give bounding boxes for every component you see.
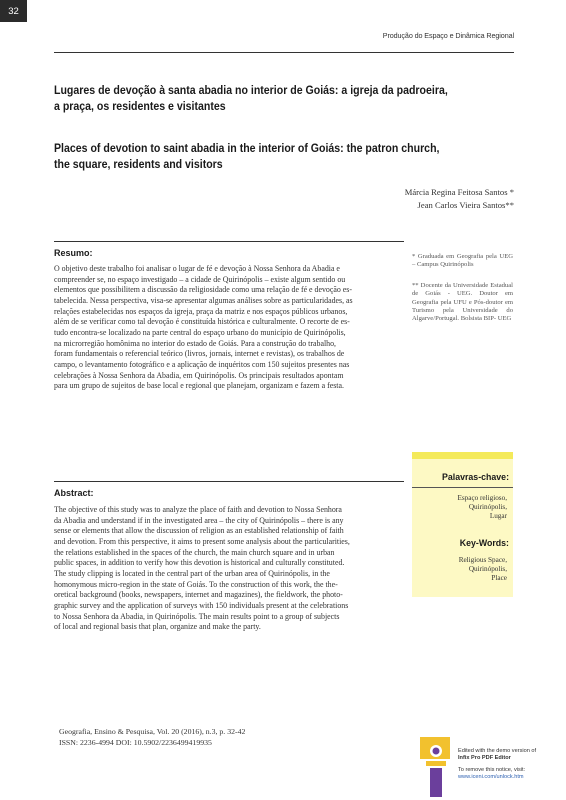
- keyword-item: Espaço religioso,: [457, 494, 507, 502]
- keywords-box: [412, 459, 513, 597]
- resumo-line: foram fundamentais o referencial teórico (livros, jornais, internet e revistas), os trabalhos de: [54, 349, 345, 359]
- citation-line-2: ISSN: 2236-4994 DOI: 10.5902/2236499419935: [59, 737, 212, 747]
- abstract-body: [54, 505, 404, 633]
- title-portuguese: [54, 83, 514, 114]
- abstract-line: oretical background (books, newspapers, internet and magazines), the fieldwork, the photo-: [54, 590, 343, 600]
- author-2: Jean Carlos Vieira Santos**: [417, 200, 514, 210]
- footnote-2: ** Docente da Universidade Estadual de Goiás - UEG. Doutor em Geografia pela UFU e Pós-doutor em Turismo pela Universidade do Algarve/Portugal. Bolsista BIP- UEG: [412, 281, 513, 323]
- resumo-line: celebrações à Nossa Senhora da Abadia, em Quirinópolis. Os principais resultados apontam: [54, 370, 344, 380]
- resumo-line: tabelecida. Nessa perspectiva, visa-se apresentar algumas análises sobre as particularidades, as: [54, 295, 353, 305]
- running-head: Produção do Espaço e Dinâmica Regional: [382, 31, 514, 40]
- keyword-item: Religious Space,: [458, 556, 507, 564]
- resumo-line: O objetivo deste trabalho foi analisar o lugar de fé e devoção à Nossa Senhora da Abadia e: [54, 264, 340, 273]
- abstract-line: and devotion. From this perspective, it aims to present some analysis about the particularities,: [54, 536, 350, 546]
- resumo-line: tudo encontra-se localizado na parte central do espaço urbano do município de Quirinópolis,: [54, 327, 346, 337]
- infix-logo-icon: [418, 737, 454, 800]
- resumo-line: elementos que possibilitem a discussão da religiosidade como uma relação de fé e devoção es-: [54, 285, 352, 295]
- author-footnotes: [412, 253, 513, 336]
- keyword-item: Quirinópolis,: [468, 503, 507, 512]
- resumo-body: [54, 264, 404, 392]
- citation-line-1: Geografia, Ensino & Pesquisa, Vol. 20 (2016), n.3, p. 32-42: [59, 727, 246, 736]
- abstract-line: of local and regional basis that plan, organize and make the party.: [54, 622, 261, 632]
- footnote-1: * Graduada em Geografia pela UEG – Campus Quirinópolis: [412, 253, 513, 269]
- abstract-line: The study clipping is located in the central part of the urban area of Quirinópolis, in the: [54, 568, 330, 578]
- abstract-line: sense or elements that allow the discussion of religion as an established relationship of faith: [54, 526, 344, 536]
- resumo-line: campo, o levantamento fotográfico e a aplicação de inquéritos com 150 sujeitos presentes nas: [54, 359, 350, 369]
- watermark-text: [458, 748, 536, 781]
- abstract-line: to Nossa Senhora da Abadia, in Quirinópolis. The main results point to a group of subjects: [54, 611, 340, 621]
- title-pt-line-1: Lugares de devoção à santa abadia no interior de Goiás: a igreja da padroeira,: [54, 83, 448, 97]
- resumo-line: para um grupo de sujeitos de base local e regional que planejam, organizam e fazem a festa.: [54, 381, 344, 391]
- resumo-label: Resumo:: [54, 248, 93, 258]
- keyword-item: Quirinópolis,: [468, 565, 507, 574]
- watermark-line-2: Infix Pro PDF Editor: [458, 755, 511, 761]
- keywords-rule: [412, 487, 513, 488]
- title-english: [54, 141, 514, 172]
- abstract-line: the relations established in the spaces of the church, the main church square and in urban: [54, 547, 335, 557]
- watermark-link[interactable]: www.iceni.com/unlock.htm: [458, 774, 524, 780]
- key-words-list: [459, 556, 507, 584]
- resumo-line: além de se verificar como tal devoção é constituída histórica e culturalmente. O recorte de es-: [54, 317, 350, 327]
- abstract-line: da Abadia and understand if in the investigated area – the city of Quirinópolis – there is any: [54, 515, 344, 525]
- header-rule: [54, 52, 514, 53]
- keywords-accent-strip: [412, 452, 513, 459]
- watermark-line-3: To remove this notice, visit:: [458, 767, 526, 773]
- title-en-line-2: the square, residents and visitors: [54, 156, 223, 171]
- resumo-line: compreender se, no espaço investigado – a cidade de Quirinópolis – existe algum sentido ou: [54, 274, 346, 284]
- palavras-chave-label: Palavras-chave:: [442, 472, 509, 482]
- keyword-item: Lugar: [489, 512, 507, 521]
- keyword-item: Place: [491, 574, 507, 583]
- abstract-line: public spaces, in addition to verify how this devotion is historical and culturally constituted.: [54, 558, 345, 568]
- palavras-chave-list: [457, 494, 507, 522]
- author-1: Márcia Regina Feitosa Santos *: [404, 187, 514, 197]
- abstract-rule: [54, 481, 404, 482]
- key-words-label: Key-Words:: [459, 538, 509, 548]
- watermark-line-1: Edited with the demo version of: [458, 748, 537, 754]
- resumo-rule: [54, 241, 404, 242]
- authors: [405, 186, 514, 212]
- title-pt-line-2: a praça, os residentes e visitantes: [54, 98, 226, 113]
- resumo-line: relações estabelecidas nos espaços da igreja, praça da matriz e nos espaços públicos urbanos,: [54, 306, 348, 316]
- title-en-line-1: Places of devotion to saint abadia in the interior of Goiás: the patron church,: [54, 141, 440, 155]
- abstract-line: homonymous micro-region in the state of Goiás. To the construction of this work, the the-: [54, 579, 338, 589]
- page-number: 32: [0, 0, 27, 22]
- infix-watermark: [418, 737, 558, 800]
- abstract-label: Abstract:: [54, 488, 94, 498]
- abstract-line: The objective of this study was to analyze the place of faith and devotion to Nossa Senhora: [54, 505, 342, 514]
- abstract-line: graphic survey and the application of surveys with 150 individuals present at the celebrations: [54, 600, 349, 610]
- resumo-line: na microrregião homônima no interior do estado de Goiás. Para a construção do trabalho,: [54, 338, 337, 348]
- journal-citation: [59, 727, 245, 748]
